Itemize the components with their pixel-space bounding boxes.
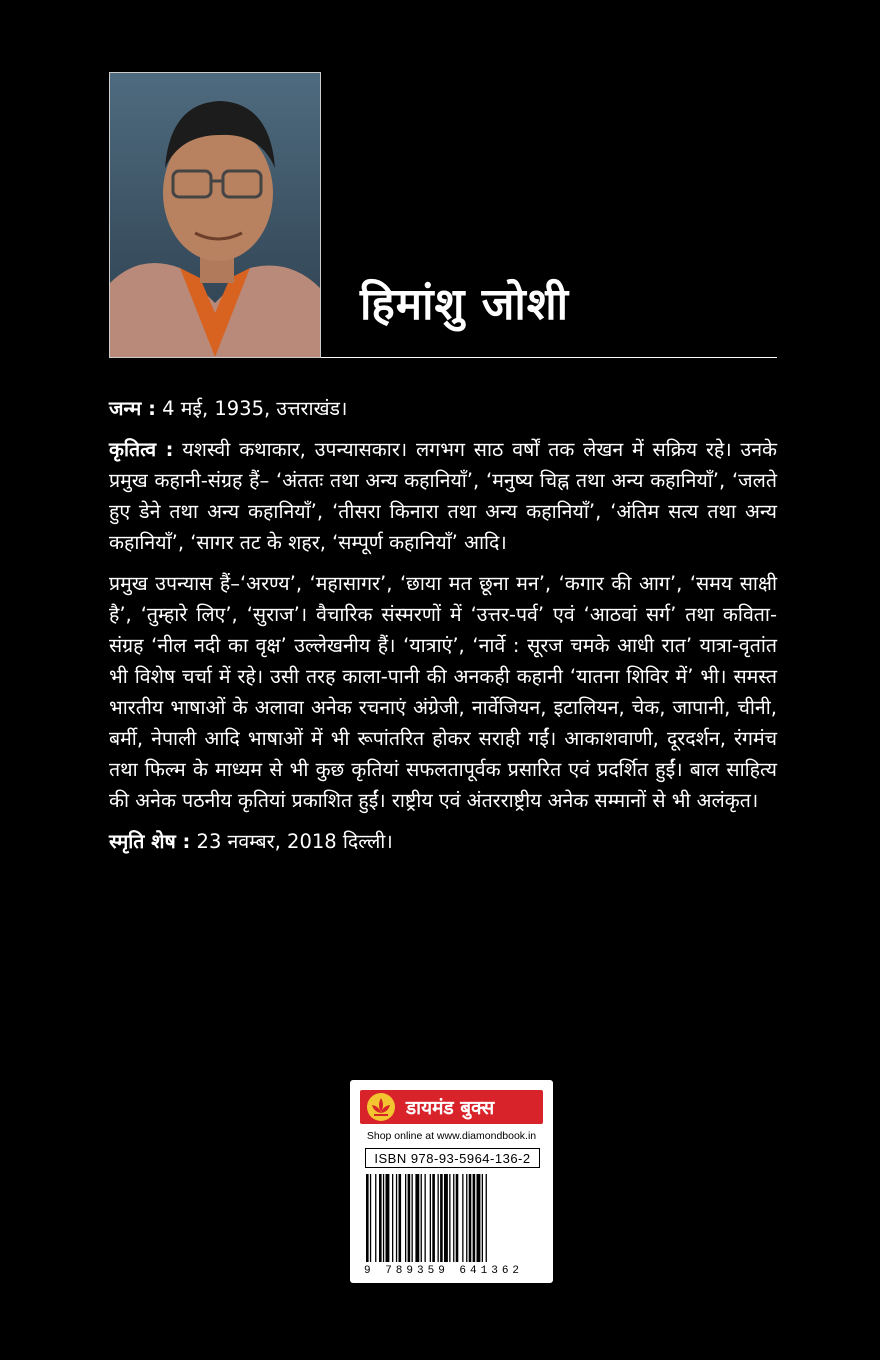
barcode-bar <box>415 1174 419 1262</box>
barcode-bar <box>396 1174 397 1262</box>
barcode-bar <box>383 1174 384 1262</box>
barcode-bar <box>379 1174 382 1262</box>
barcode-bar <box>375 1174 376 1262</box>
novels-paragraph: प्रमुख उपन्यास हैं–‘अरण्य’, ‘महासागर’, ‘छाया मत छूना मन’, ‘कगार की आग’, ‘समय साक्षी है’, ‘तुम्हारे लिए’, ‘सुराज’। वैचारिक संस्मरणों में ‘उत्तर-पर्व’ एवं ‘आठवां सर्ग’ तथा कविता-संग्रह ‘नील नदी का वृक्ष’ उल्लेखनीय हैं। ‘यात्राएं’, ‘नार्वे : सूरज चमके आधी रात’ यात्रा-वृतांत भी विशेष चर्चा में रहे। उसी तरह काला-पानी की अनकही कहानी ‘यातना शिविर में’ भी। समस्त भारतीय भाषाओं के अलावा अनेक रचनाएं अंग्रेजी, नार्वेजियन, इटालियन, चेक, जापानी, चीनी, बर्मी, नेपाली आदि भाषाओं में भी रूपांतरित होकर सराही गईं। आकाशवाणी, दूरदर्शन, रंगमंच तथा फिल्म के माध्यम से भी कुछ कृतियां सफलतापूर्वक प्रसारित एवं प्रदर्शित हुईं। बाल साहित्य की अनेक पठनीय कृतियां प्रकाशित हुईं। राष्ट्रीय एवं अंतरराष्ट्रीय अनेक सम्मानों से भी अलंकृत। <box>109 572 777 812</box>
barcode-bar <box>370 1174 371 1262</box>
barcode-bar <box>473 1174 476 1262</box>
barcode-bar <box>386 1174 390 1262</box>
birth-label: जन्म : <box>109 397 156 420</box>
works-paragraph <box>109 434 777 558</box>
author-name: हिमांशु जोशी <box>360 279 570 330</box>
lotus-icon <box>366 1092 396 1122</box>
barcode-bar <box>486 1174 487 1262</box>
barcode <box>364 1174 540 1262</box>
barcode-bar <box>453 1174 454 1262</box>
death-line <box>109 826 777 857</box>
barcode-bar <box>408 1174 411 1262</box>
barcode-bar <box>462 1174 463 1262</box>
barcode-bar <box>477 1174 481 1262</box>
barcode-bar <box>456 1174 459 1262</box>
birth-text: 4 मई, 1935, उत्तराखंड। <box>162 397 348 420</box>
barcode-bar <box>444 1174 448 1262</box>
works-text: यशस्वी कथाकार, उपन्यासकार। लगभग साठ वर्षों तक लेखन में सक्रिय रहे। उनके प्रमुख कहानी-संग्रह हैं– ‘अंततः तथा अन्य कहानियाँ’, ‘मनुष्य चिह्न तथा अन्य कहानियाँ’, ‘जलते हुए डेने तथा अन्य कहानियाँ’, ‘तीसरा किनारा तथा अन्य कहानियाँ’, ‘अंतिम सत्य तथा अन्य कहानियाँ’, ‘सागर तट के शहर, ‘सम्पूर्ण कहानियाँ’ आदि। <box>109 438 778 554</box>
barcode-bar <box>399 1174 402 1262</box>
barcode-bar <box>430 1174 431 1262</box>
publisher-badge <box>350 1080 553 1283</box>
works-label: कृतित्व : <box>109 438 174 461</box>
barcode-bar <box>466 1174 467 1262</box>
barcode-bar <box>412 1174 413 1262</box>
barcode-bar <box>392 1174 393 1262</box>
author-bio <box>109 393 777 867</box>
barcode-bar <box>469 1174 472 1262</box>
shop-online-text: Shop online at www.diamondbook.in <box>366 1130 537 1142</box>
title-divider <box>321 357 777 358</box>
death-text: 23 नवम्बर, 2018 दिल्ली। <box>196 830 393 853</box>
barcode-bar <box>438 1174 439 1262</box>
barcode-number: 9 789359 641362 <box>364 1265 524 1277</box>
publisher-logo <box>360 1090 543 1124</box>
barcode-bar <box>421 1174 422 1262</box>
author-photo <box>109 72 321 358</box>
barcode-bar <box>449 1174 450 1262</box>
barcode-bar <box>366 1174 369 1262</box>
death-label: स्मृति शेष : <box>109 830 191 853</box>
isbn-number: ISBN 978-93-5964-136-2 <box>365 1148 540 1168</box>
barcode-bar <box>425 1174 426 1262</box>
birth-line <box>109 393 777 424</box>
barcode-bar <box>482 1174 483 1262</box>
publisher-name: डायमंड बुक्स <box>406 1097 495 1119</box>
barcode-bar <box>440 1174 443 1262</box>
barcode-bar <box>405 1174 406 1262</box>
barcode-bar <box>432 1174 435 1262</box>
